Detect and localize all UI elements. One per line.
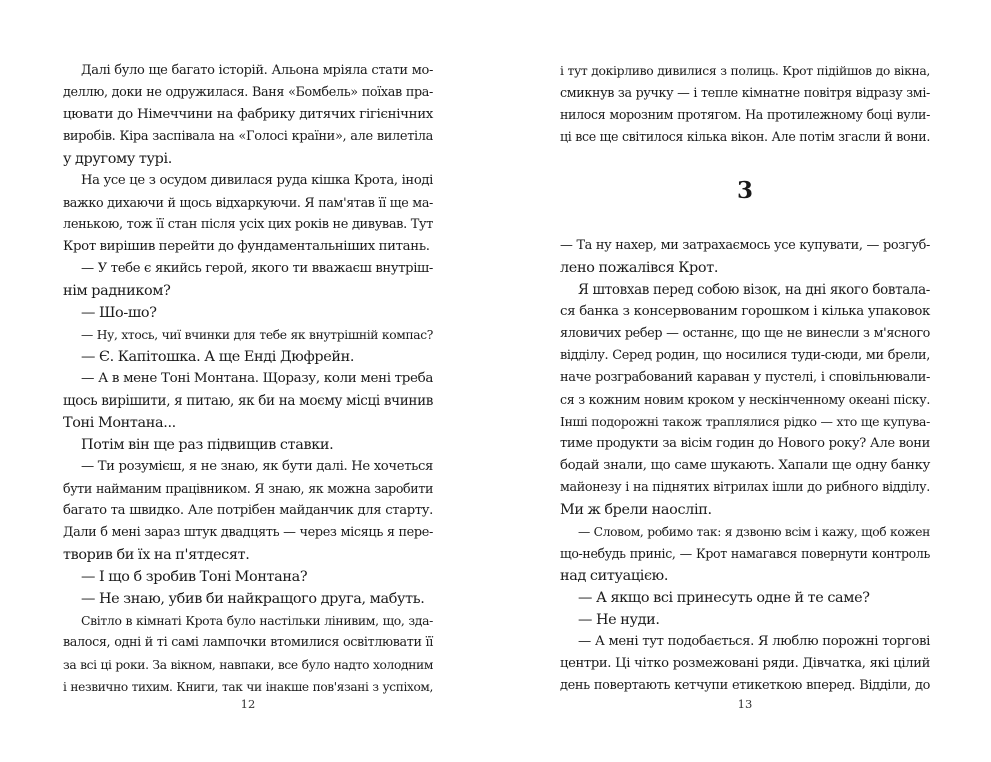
text-line: — Ти розумієш, я не знаю, як бути далі. Не хочеться [81, 459, 433, 474]
text-line: ці все ще світилося кілька вікон. Але потім згасли й вони. [560, 129, 930, 144]
text-line: щось вирішити, я питаю, як би на моєму місці вчинив [63, 393, 433, 409]
text-line: Крот вирішив перейти до фундаментальніших питань. [63, 239, 430, 254]
text-line: — Не знаю, убив би найкращого друга, мабуть. [81, 591, 425, 607]
text-line: бути найманим працівником. Я знаю, як можна заробити [63, 481, 433, 496]
text-line: — Не нуди. [578, 612, 660, 628]
text-line: Потім він ще раз підвищив ставки. [81, 437, 334, 453]
text-line: важко дихаючи й щось відхаркуючи. Я пам'ятав її ще ма- [63, 195, 433, 210]
text-line: — У тебе є якийсь герой, якого ти вважаєш внутріш- [81, 261, 433, 276]
text-line: ся банка з консервованим горошком і кілька упаковок [560, 304, 930, 319]
chapter-heading: 3 [736, 177, 753, 204]
text-line: творив би їх на п'ятдесят. [63, 547, 250, 563]
text-line: бодай знали, що саме шукають. Хапали ще одну банку [560, 458, 930, 473]
text-line: ленькою, тож її стан після усіх цих років не дивував. Тут [63, 217, 433, 232]
text-line: — Є. Капітошка. А ще Енді Дюфрейн. [81, 349, 355, 365]
text-line: Далі було ще багато історій. Альона мріяла стати мо- [81, 63, 433, 78]
text-line: і тут докірливо дивилися з полиць. Крот підійшов до вікна, [560, 63, 930, 78]
text-line: смикнув за ручку — і тепле кімнатне повітря відразу змі- [560, 85, 930, 100]
text-line: тиме продукти за вісім годин до Нового року? Але вони [560, 436, 930, 451]
text-line: за всі ці роки. За вікном, навпаки, все було надто холодним [63, 658, 433, 672]
text-line: — Ну, хтось, чиї вчинки для тебе як внутрішній компас? [81, 328, 433, 342]
text-line: центри. Ці чітко розмежовані ряди. Дівчатка, які цілий [560, 656, 930, 671]
text-line: — А мені тут подобається. Я люблю порожні торгові [578, 634, 930, 649]
text-line: нім радником? [63, 283, 171, 299]
text-line: — Та ну нахер, ми затрахаємось усе купувати, — розгуб- [560, 238, 930, 253]
text-line: відділу. Серед родин, що носилися туди-сюди, ми брели, [560, 348, 930, 363]
text-line: Тоні Монтана... [63, 415, 176, 431]
text-line: — Шо-шо? [81, 305, 157, 321]
page-number-left: 12 [240, 697, 256, 711]
left-page [63, 60, 433, 698]
text-line: наче розграбований караван у пустелі, і сповільнювали- [560, 370, 930, 385]
text-line: виробів. Кіра заспівала на «Голосі країни», але вилетіла [63, 129, 433, 144]
text-line: Інші подорожні також траплялися рідко — хто ще купува- [560, 414, 930, 429]
text-line: Світло в кімнаті Крота було настільки лінивим, що, зда- [81, 613, 433, 628]
text-line: що-небудь приніс, — Крот намагався повернути контроль [560, 546, 930, 561]
text-line: у другому турі. [63, 151, 172, 167]
right-page [560, 60, 930, 697]
text-line: цювати до Німеччини на фабрику дитячих гігієнічних [63, 107, 433, 122]
text-line: Ми ж брели наосліп. [560, 502, 712, 518]
text-line: деллю, доки не одружилася. Ваня «Бомбель» поїхав пра- [63, 85, 433, 100]
text-line: яловичих ребер — останнє, що ще не винесли з м'ясного [560, 326, 930, 341]
text-line: день повертають кетчупи етикеткою вперед. Відділи, до [560, 678, 930, 693]
text-line: майонезу і на піднятих вітрилах ішли до рибного відділу. [560, 480, 930, 495]
text-line: нилося морозним протягом. На протилежному боці вули- [560, 107, 930, 122]
text-line: валося, одні й ті самі лампочки втомилися освітлювати її [63, 635, 433, 650]
text-line: — А в мене Тоні Монтана. Щоразу, коли мені треба [81, 371, 433, 386]
text-line: На усе це з осудом дивилася руда кішка Крота, іноді [81, 173, 433, 188]
page-number-right: 13 [737, 697, 753, 711]
text-line: — Словом, робимо так: я дзвоню всім і кажу, щоб кожен [578, 525, 930, 539]
text-line: багато та швидко. Але потрібен майданчик для старту. [63, 503, 433, 518]
text-line: над ситуацією. [560, 568, 669, 584]
text-line: Дали б мені зараз штук двадцять — через місяць я пере- [63, 525, 433, 540]
text-line: лено пожалівся Крот. [560, 260, 719, 276]
text-line: ся з кожним новим кроком у нескінченному океані піску. [560, 392, 930, 407]
text-line: — І що б зробив Тоні Монтана? [81, 569, 308, 585]
text-line: Я штовхав перед собою візок, на дні якого бовтала- [578, 282, 930, 298]
text-line: — А якщо всі принесуть одне й те саме? [578, 590, 870, 606]
text-line: і незвично тихим. Книги, так чи інакше пов'язані з успіхом, [63, 680, 433, 694]
